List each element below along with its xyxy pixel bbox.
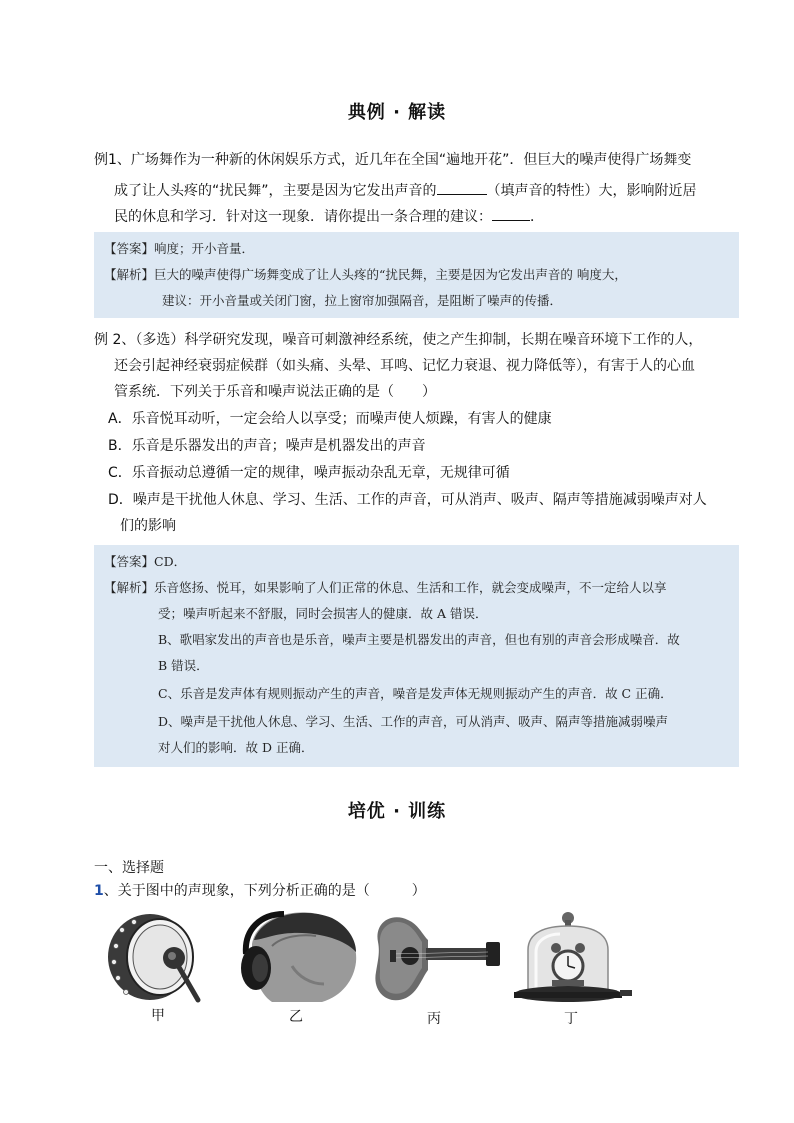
headphones-image (232, 906, 362, 1006)
ex2-line-2: 还会引起神经衰弱症候群（如头痛、头晕、耳鸣、记忆力衰退、视力降低等），有害于人的心血 (114, 358, 695, 374)
ex2-answer (104, 553, 186, 571)
question-section-header: 一、选择题 (94, 860, 164, 876)
q1-text (94, 881, 426, 901)
q1-number: 1 (94, 883, 104, 899)
ex1-answer-text: 响度；开小音量． (154, 241, 255, 256)
ex1-blank-1 (437, 180, 487, 195)
ex2-answer-box (94, 545, 739, 767)
ex1-line-3a: 民的休息和学习．针对这一现象．请你提出一条合理的建议： (114, 209, 492, 225)
ex2-answer-tag: 【答案】 (104, 554, 155, 569)
ex2-analysis-6: D、噪声是干扰他人休息、学习、生活、工作的声音，可从消声、吸声、隔声等措施减弱噪声 (158, 714, 669, 729)
ex1-line-2b: （填声音的特性）大，影响附近居 (486, 183, 697, 199)
caption-ding: 丁 (564, 1011, 578, 1027)
ex2-option-d-2: 们的影响 (120, 518, 176, 534)
ex2-analysis-4: B 错误． (158, 658, 209, 673)
ex2-option-d-1: D．噪声是干扰他人休息、学习、生活、工作的声音，可从消声、吸声、隔声等措施减弱噪声对人 (108, 492, 707, 508)
ex2-analysis-3: B、歌唱家发出的声音也是乐音，噪声主要是机器发出的声音，但也有别的声音会形成噪音．故 (158, 632, 680, 647)
section-title-examples: 典例 · 解读 (347, 102, 447, 123)
ex2-line-1: 例 2、（多选）科学研究发现，噪音可刺激神经系统，使之产生抑制，长期在噪音环境下工作的人， (94, 332, 703, 348)
ex1-analysis-1: 巨大的噪声使得广场舞变成了让人头疼的“扰民舞，主要是因为它发出声音的 响度大， (154, 267, 627, 282)
ex2-option-c: C．乐音振动总遵循一定的规律，噪声振动杂乱无章，无规律可循 (108, 465, 510, 481)
ex2-analysis-2: 受；噪声听起来不舒服，同时会损害人的健康．故 A 错误． (158, 606, 488, 621)
bell-jar-image (510, 910, 636, 1006)
ex2-analysis-tag: 【解析】 (104, 580, 155, 595)
ex1-line-2 (114, 180, 697, 201)
ex1-answer-tag: 【答案】 (104, 241, 155, 256)
ex1-line-2a: 成了让人头疼的“扰民舞”，主要是因为它发出声音的 (114, 183, 437, 199)
ex1-answer-box (94, 232, 739, 318)
ex2-analysis-7: 对人们的影响．故 D 正确． (158, 740, 314, 755)
ex2-option-a: A．乐音悦耳动听，一定会给人以享受；而噪声使人烦躁，有害人的健康 (108, 411, 552, 427)
ex1-line-3 (114, 206, 544, 227)
drum-image (104, 910, 204, 1004)
ex2-option-b: B．乐音是乐器发出的声音；噪声是机器发出的声音 (108, 438, 426, 454)
ex1-analysis (104, 266, 627, 284)
guitar-image (370, 912, 502, 1004)
q1-stem: 、关于图中的声现象，下列分析正确的是（ ） (103, 883, 426, 899)
ex2-answer-text: CD． (154, 554, 187, 569)
ex1-analysis-tag: 【解析】 (104, 267, 155, 282)
ex2-analysis-5: C、乐音是发声体有规则振动产生的声音，噪音是发声体无规则振动产生的声音．故 C 正确． (158, 686, 673, 701)
ex1-analysis-2: 建议：开小音量或关闭门窗，拉上窗帘加强隔音，是阻断了噪声的传播． (162, 293, 563, 308)
caption-bing: 丙 (427, 1011, 441, 1027)
ex1-answer (104, 240, 254, 258)
caption-jia: 甲 (151, 1008, 165, 1024)
section-title-training: 培优 · 训练 (347, 801, 447, 822)
ex1-line-3b: ． (530, 209, 544, 225)
ex2-analysis-1: 乐音悠扬、悦耳，如果影响了人们正常的休息、生活和工作，就会变成噪声，不一定给人以享 (154, 580, 667, 595)
ex2-analysis (104, 579, 667, 597)
caption-yi: 乙 (289, 1009, 303, 1025)
ex1-blank-2 (492, 206, 530, 221)
ex2-line-3: 管系统．下列关于乐音和噪声说法正确的是（ ） (114, 384, 436, 400)
ex1-line-1: 例1、广场舞作为一种新的休闲娱乐方式，近几年在全国“遍地开花”．但巨大的噪声使得广场舞变 (94, 152, 692, 168)
